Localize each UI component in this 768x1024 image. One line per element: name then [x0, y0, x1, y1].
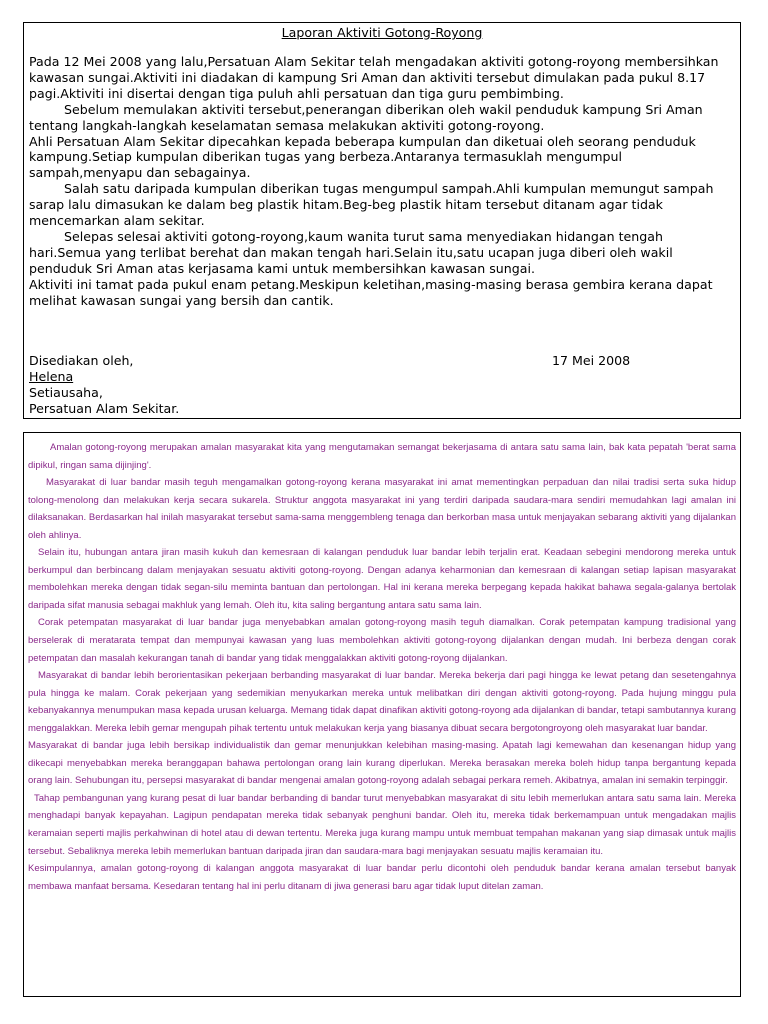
- essay-paragraph: Selain itu, hubungan antara jiran masih kukuh dan kemesraan di kalangan penduduk luar bandar lebih terjalin erat. Keadaan sebegini mendorong mereka untuk berkumpul dan berbincang dalam menjayakan sesuatu aktiviti gotong-royong. Dengan adanya keharmonian dan kemesraan di kalangan setiap lapisan masyarakat membolehkan mereka dengan tidak segan-silu meminta bantuan dan pertolongan. Hal ini kerana mereka berpegang kepada hakikat bahawa segala-galanya bertolak daripada sifat manusia sebagai makhluk yang lemah. Oleh itu, kita saling bergantung antara satu sama lain.: [28, 547, 736, 611]
- essay-paragraph: Masyarakat di bandar lebih berorientasikan pekerjaan berbanding masyarakat di luar bandar. Mereka bekerja dari pagi hingga ke lewat petang dan sesetengahnya pula hingga ke malam. Corak pekerjaan yang sedemikian menyukarkan mereka untuk melibatkan diri dengan aktiviti gotong-royong. Pada hujung minggu pula kebanyakannya menumpukan masa kepada urusan keluarga. Memang tidak dapat dinafikan aktiviti gotong-royong ada dijalankan di bandar, tetapi sambutannya kurang menggalakkan. Mereka lebih gemar mengupah pihak tertentu untuk melakukan kerja yang biasanya dibuat secara bergotongroyong oleh masyarakat luar bandar.: [28, 670, 736, 734]
- essay-paragraph: Masyarakat di luar bandar masih teguh mengamalkan gotong-royong kerana masyarakat ini amat mementingkan perpaduan dan nilai tradisi serta suka hidup tolong-menolong dan melakukan kerja secara sukarela. Struktur anggota masyarakat ini yang terdiri daripada saudara-mara sendiri memudahkan lagi amalan ini dilaksanakan. Berdasarkan hal inilah masyarakat tersebut sama-sama menggembleng tenaga dan berkorban masa untuk menjayakan sebarang aktiviti yang dijalankan oleh ahlinya.: [28, 477, 736, 541]
- report-paragraph: Selepas selesai aktiviti gotong-royong,kaum wanita turut sama menyediakan hidangan tengah hari.Semua yang terlibat berehat dan makan tengah hari.Selain itu,satu ucapan juga diberi oleh wakil penduduk Sri Aman atas kerjasama kami untuk membersihkan kawasan sungai.: [29, 228, 673, 276]
- essay-paragraph: Tahap pembangunan yang kurang pesat di luar bandar berbanding di bandar turut menyebabkan masyarakat di situ lebih memerlukan antara satu sama lain. Mereka menghadapi banyak kepayahan. Lagipun pendapatan mereka tidak sebanyak penghuni bandar. Oleh itu, mereka tidak berkemampuan untuk mengadakan majlis keramaian seperti majlis perkahwinan di hotel atau di dewan tertentu. Mereka juga kurang mampu untuk membuat tempahan makanan yang siap dimasak untuk majlis tersebut. Sebaliknya mereka lebih memerlukan bantuan daripada jiran dan saudara-mara bagi menjayakan sesuatu majlis keramaian itu.: [28, 792, 736, 857]
- signatory-name: Helena: [29, 369, 74, 384]
- report-paragraph: Pada 12 Mei 2008 yang lalu,Persatuan Alam Sekitar telah mengadakan aktiviti gotong-royong membersihkan kawasan sungai.Aktiviti ini diadakan di kampung Sri Aman dan aktiviti tersebut dimulakan pada pukul 8.17 pagi.Aktiviti ini disertai dengan tiga puluh ahli persatuan dan tiga guru pembimbing.: [29, 54, 719, 101]
- report-paragraph: Ahli Persatuan Alam Sekitar dipecahkan kepada beberapa kumpulan dan diketuai oleh seorang penduduk kampung.Setiap kumpulan diberikan tugas yang berbeza.Antaranya termasuklah mengumpul sampah,menyapu dan sebagainya.: [29, 133, 696, 181]
- report-body: [29, 54, 736, 309]
- essay-box: [23, 432, 741, 997]
- essay-paragraph: Masyarakat di bandar juga lebih bersikap individualistik dan gemar menunjukkan kelebihan masing-masing. Apatah lagi kemewahan dan kesenangan hidup yang dikecapi menyebabkan mereka beranggapan bahawa pertolongan orang lain kurang diperlukan. Mereka berasakan mereka boleh hidup tanpa bergantung kepada orang lain. Sehubungan itu, persepsi masyarakat di bandar mengenai amalan gotong-royong adalah sebagai perkara remeh. Akibatnya, amalan ini semakin terpinggir.: [28, 740, 736, 787]
- report-paragraph: Sebelum memulakan aktiviti tersebut,penerangan diberikan oleh wakil penduduk kampung Sri Aman tentang langkah-langkah keselamatan semasa melakukan aktiviti gotong-royong.: [29, 101, 703, 133]
- report-box: [23, 22, 741, 419]
- essay-paragraph: Kesimpulannya, amalan gotong-royong di kalangan anggota masyarakat di luar bandar perlu dicontohi oleh penduduk bandar kerana amalan tersebut banyak membawa manfaat bersama. Kesedaran tentang hal ini perlu ditanam di jiwa generasi baru agar tidak luput ditelan zaman.: [28, 863, 736, 892]
- essay-paragraph: Corak petempatan masyarakat di luar bandar juga menyebabkan amalan gotong-royong masih teguh diamalkan. Corak petempatan kampung tradisional yang berselerak di meratarata tempat dan mempunyai kawasan yang luas membolehkan aktiviti gotong-royong dijalankan dengan mudah. Ini berbeza dengan corak petempatan dan masalah kekurangan tanah di bandar yang tidak menggalakkan aktiviti gotong-royong dijalankan.: [28, 617, 736, 664]
- signature-block: [29, 353, 179, 417]
- signatory-position: Setiausaha,: [29, 385, 103, 400]
- signatory-organization: Persatuan Alam Sekitar.: [29, 401, 180, 416]
- report-title: Laporan Aktiviti Gotong-Royong: [281, 25, 483, 40]
- essay-body: [28, 439, 736, 895]
- report-paragraph: Aktiviti ini tamat pada pukul enam petang.Meskipun keletihan,masing-masing berasa gembira kerana dapat melihat kawasan sungai yang bersih dan cantik.: [29, 276, 713, 308]
- prepared-by-label: Disediakan oleh,: [29, 353, 134, 368]
- report-date: 17 Mei 2008: [552, 353, 631, 368]
- report-paragraph: Salah satu daripada kumpulan diberikan tugas mengumpul sampah.Ahli kumpulan memungut sampah sarap lalu dimasukan ke dalam beg plastik hitam.Beg-beg plastik hitam tersebut ditanam agar tidak mencemarkan alam sekitar.: [29, 181, 714, 229]
- essay-paragraph: Amalan gotong-royong merupakan amalan masyarakat kita yang mengutamakan semangat bekerjasama di antara satu sama lain, bak kata pepatah 'berat sama dipikul, ringan sama dijinjing'.: [28, 442, 736, 471]
